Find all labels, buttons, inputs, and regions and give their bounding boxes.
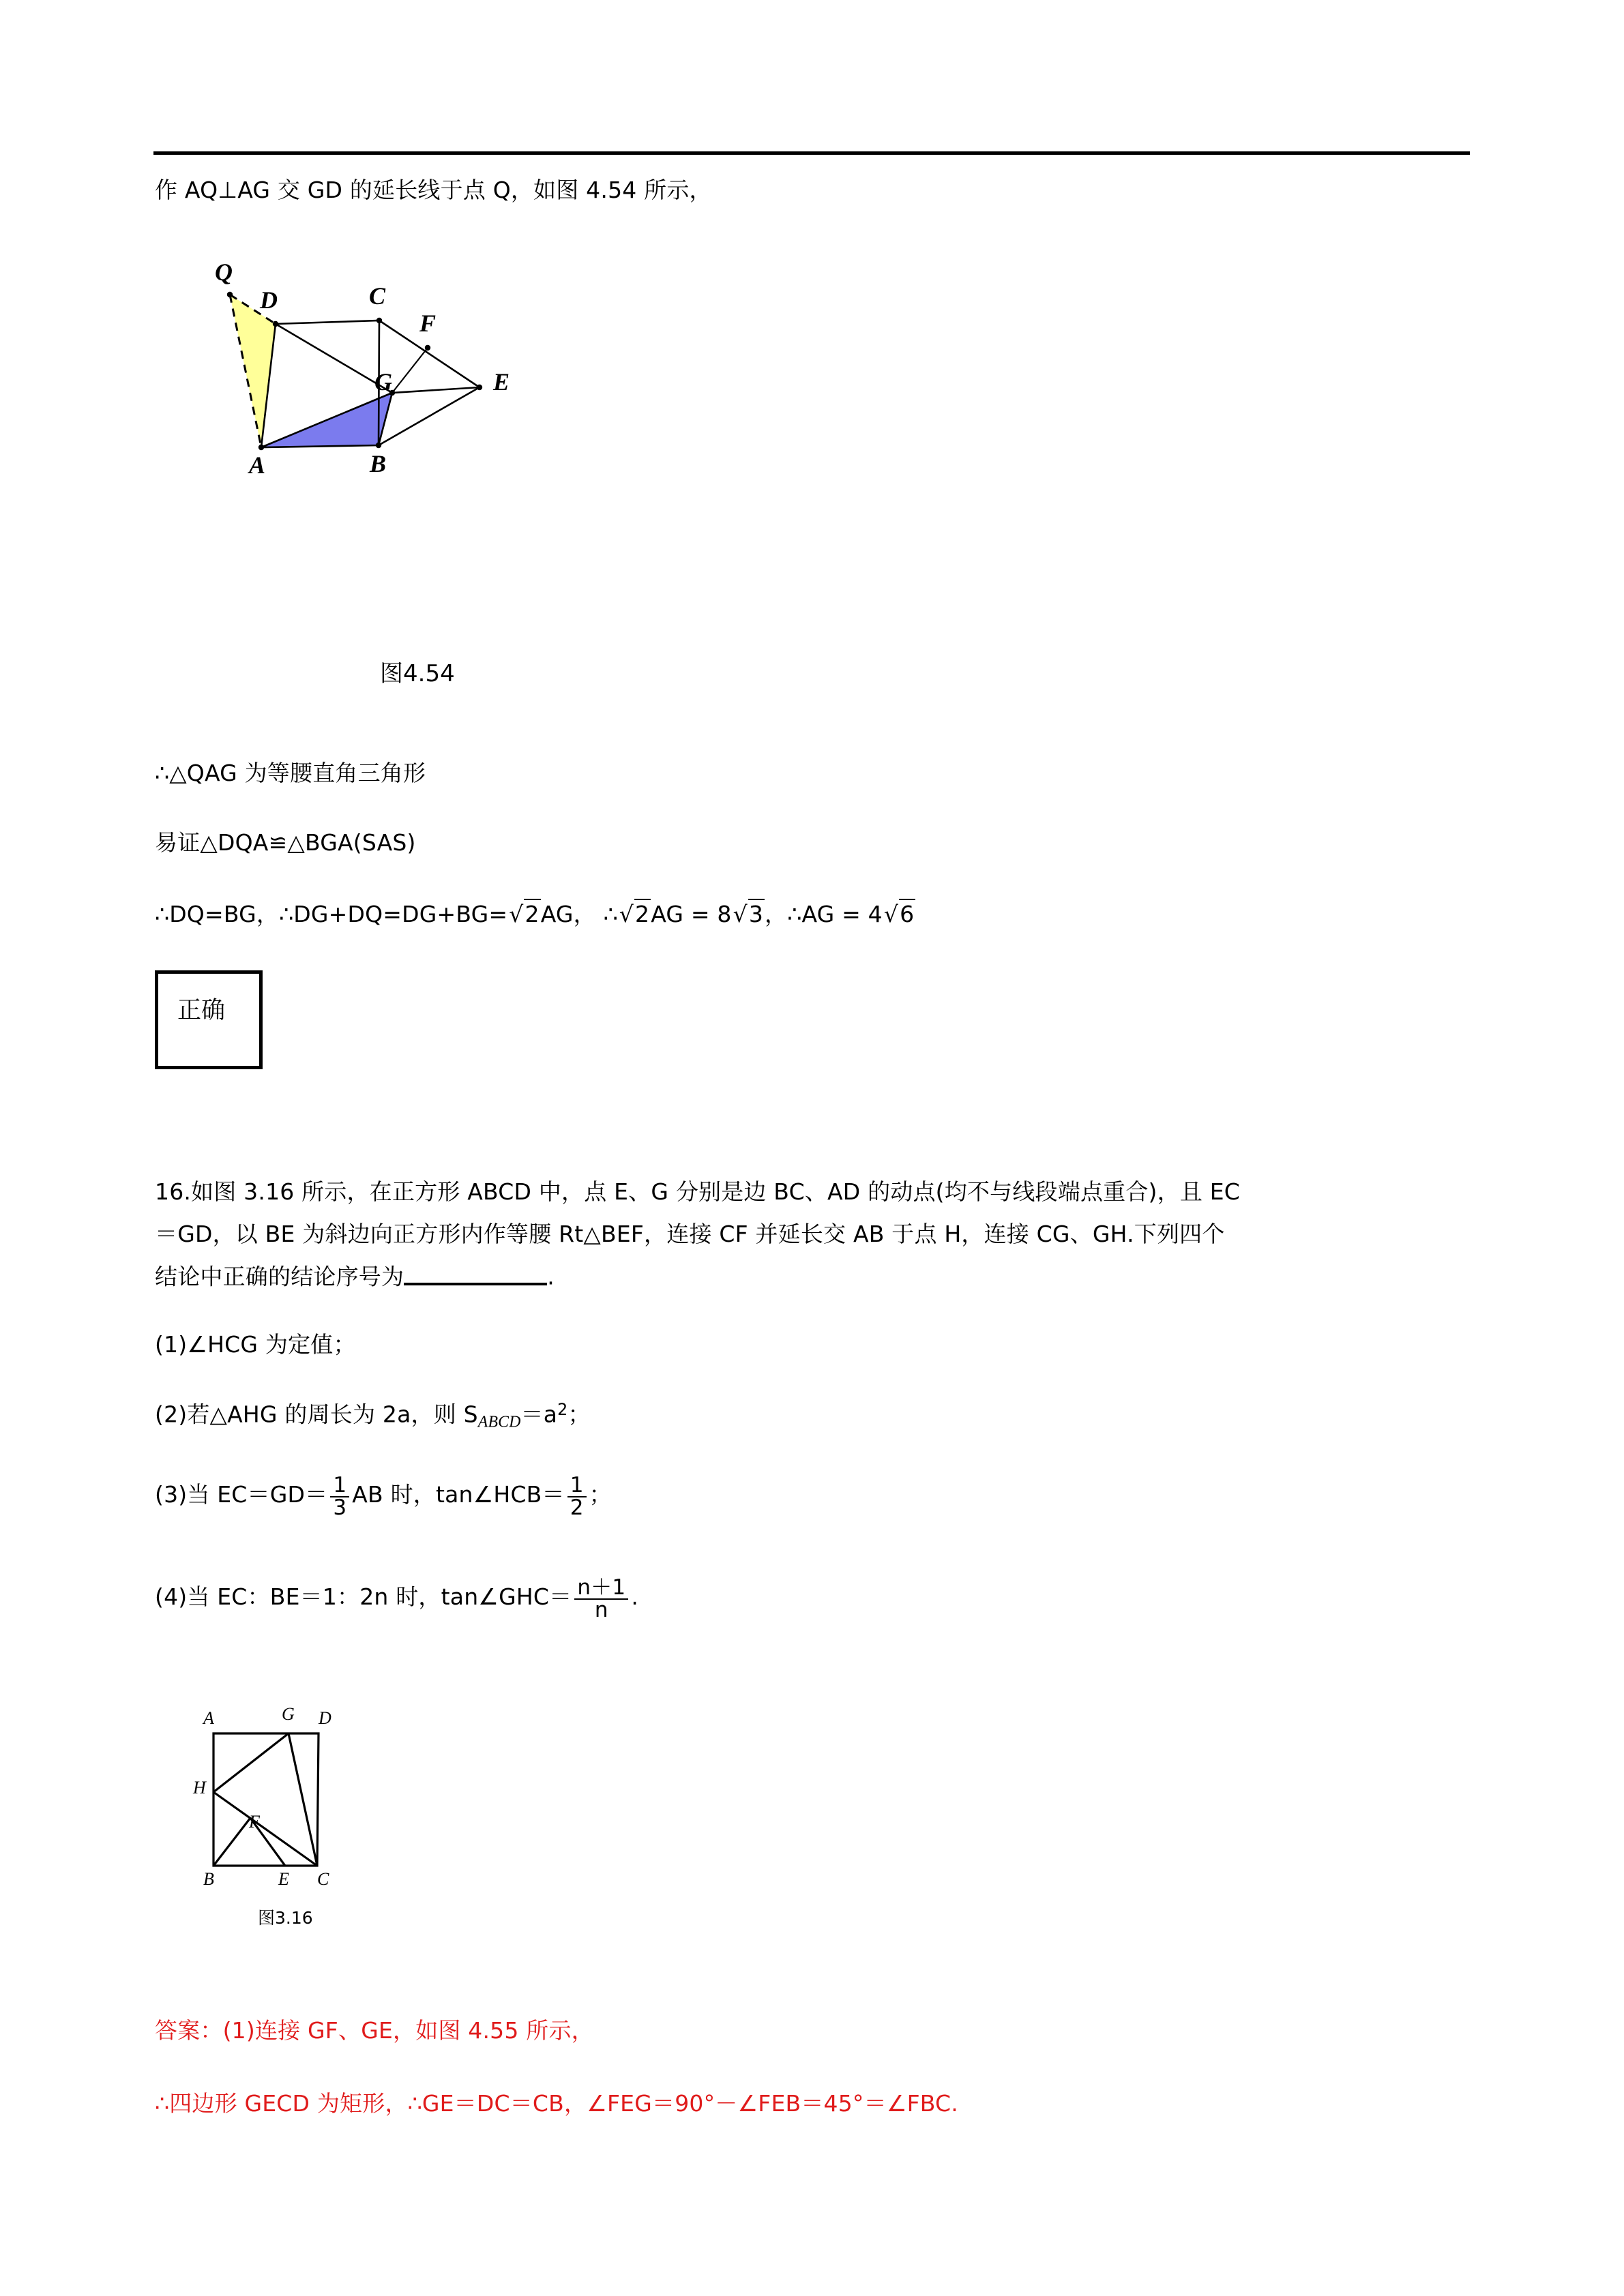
vertex-label-A: A	[249, 451, 266, 479]
fraction2-denominator: 2	[567, 1496, 587, 1519]
problem-16-text-1: 如图 3.16 所示，在正方形 ABCD 中，点 E、G 分别是边 BC、AD 的动点(均不与线段端点重合)，且 EC	[191, 1178, 1241, 1205]
problem-16-text-3: 结论中正确的结论序号为	[155, 1263, 404, 1290]
vertex-dot-A	[259, 445, 264, 450]
conclusion-2-num: (2)	[155, 1401, 188, 1428]
vertex-dot-F	[425, 345, 430, 351]
problem-16-line-2: ＝GD，以 BE 为斜边向正方形内作等腰 Rt△BEF，连接 CF 并延长交 AB 于点 H，连接 CG、GH.下列四个	[155, 1221, 1225, 1247]
vertex-label-G: G	[374, 368, 393, 396]
vertex-dot-Q	[227, 292, 233, 297]
vertex-label-D: D	[260, 286, 278, 314]
proof-part-1: ∴DQ=BG，	[155, 901, 280, 927]
conclusion-item-4	[155, 1577, 638, 1621]
fraction4-denominator: n	[574, 1598, 628, 1621]
fig316-vertex-label-F: F	[249, 1812, 261, 1832]
conclusion-4-pre: 当 EC：BE＝1：2n 时，tan∠GHC＝	[187, 1583, 572, 1610]
vertex-dot-E	[477, 385, 482, 390]
proof-part-3: AG，	[540, 901, 596, 927]
line-B-E	[379, 387, 479, 445]
fraction4-numerator: n＋1	[577, 1575, 626, 1600]
line-F-G	[392, 348, 428, 393]
figure-3-16	[188, 1705, 365, 1896]
conclusion-2-superscript: 2	[557, 1400, 568, 1419]
radical-3: √3	[732, 899, 765, 928]
figure-4-54-svg	[147, 245, 570, 484]
fraction-n-plus-1-over-n	[574, 1577, 628, 1621]
conclusion-3-post: ；	[589, 1480, 612, 1508]
figure-3-16-svg	[188, 1705, 365, 1896]
conclusion-4-num: (4)	[155, 1583, 188, 1610]
vertex-dot-D	[273, 321, 278, 327]
proof-part-4: ∴	[603, 901, 618, 927]
fraction-denominator: 3	[330, 1496, 349, 1519]
fig316-vertex-label-B: B	[203, 1869, 215, 1889]
fig316-vertex-label-A: A	[203, 1708, 215, 1728]
conclusion-item-3	[155, 1475, 612, 1519]
problem-16-line-1	[155, 1178, 1240, 1206]
conclusion-4-post: .	[631, 1583, 639, 1610]
fig316-vertex-label-D: D	[319, 1708, 331, 1728]
proof-line-1: ∴△QAG 为等腰直角三角形	[155, 760, 426, 786]
line-H-G	[213, 1733, 289, 1792]
problem-16-number: 16.	[155, 1178, 192, 1205]
problem-16-line-3	[155, 1262, 555, 1291]
conclusion-3-pre: 当 EC＝GD＝	[187, 1480, 328, 1508]
fraction2-numerator: 1	[570, 1473, 584, 1497]
figure-4-54-caption: 图4.54	[380, 660, 455, 687]
conclusion-2-subscript: ABCD	[477, 1413, 521, 1431]
vertex-label-F: F	[419, 310, 437, 337]
conclusion-2-pre: 若△AHG 的周长为 2a，则 S	[187, 1401, 478, 1428]
conclusion-1-num: (1)	[155, 1331, 188, 1358]
line-G-C	[289, 1733, 317, 1866]
conclusion-item-2	[155, 1400, 591, 1433]
vertex-dot-C	[377, 318, 382, 323]
fraction-one-third	[330, 1475, 349, 1519]
conclusion-item-1	[155, 1330, 356, 1358]
proof-line-2: 易证△DQA≌△BGA(SAS)	[155, 829, 416, 856]
problem-16-period: .	[547, 1263, 555, 1290]
intro-text: 作 AQ⊥AG 交 GD 的延长线于点 Q，如图 4.54 所示，	[155, 177, 712, 203]
conclusion-1-text: ∠HCG 为定值；	[187, 1331, 356, 1358]
conclusion-2-post: ；	[567, 1401, 591, 1428]
fig316-vertex-label-E: E	[278, 1869, 290, 1889]
fig316-vertex-label-H: H	[193, 1778, 206, 1798]
fig316-vertex-label-G: G	[282, 1704, 295, 1724]
proof-line-3	[155, 899, 915, 928]
shaded-triangle-QDA	[230, 295, 276, 447]
intro-line	[155, 176, 712, 204]
answer-blank[interactable]	[404, 1262, 547, 1285]
fraction-numerator: 1	[333, 1473, 347, 1497]
figure-4-54	[147, 245, 570, 484]
radical-2a: √2	[507, 899, 540, 928]
vertex-label-Q: Q	[215, 258, 233, 286]
vertex-label-C: C	[369, 282, 386, 310]
fig316-vertex-label-C: C	[317, 1869, 329, 1889]
answer-line-1: 答案：(1)连接 GF、GE，如图 4.55 所示，	[155, 2017, 594, 2044]
proof-part-2: ∴DG+DQ=DG+BG=	[279, 901, 508, 927]
verdict-box	[155, 970, 263, 1069]
proof-part-6: ，∴AG = 4	[765, 901, 883, 927]
header-rule	[153, 151, 1470, 155]
answer-line-2: ∴四边形 GECD 为矩形，∴GE＝DC＝CB，∠FEG＝90°－∠FEB＝45°＝∠FBC.	[155, 2090, 958, 2117]
verdict-label: 正确	[177, 997, 226, 1024]
radical-2b: √2	[618, 899, 651, 928]
vertex-label-E: E	[493, 368, 510, 396]
line-H-F-C	[213, 1792, 317, 1866]
conclusion-3-num: (3)	[155, 1480, 188, 1508]
fraction-one-half	[567, 1475, 587, 1519]
conclusion-3-mid: AB 时，tan∠HCB＝	[352, 1480, 565, 1508]
conclusion-2-mid: ＝a	[520, 1401, 558, 1428]
vertex-label-B: B	[370, 450, 387, 477]
line-B-F	[213, 1818, 250, 1866]
vertex-dot-B	[376, 443, 381, 448]
proof-part-5: AG = 8	[651, 901, 732, 927]
figure-3-16-caption: 图3.16	[258, 1908, 313, 1928]
radical-6: √6	[883, 899, 915, 928]
